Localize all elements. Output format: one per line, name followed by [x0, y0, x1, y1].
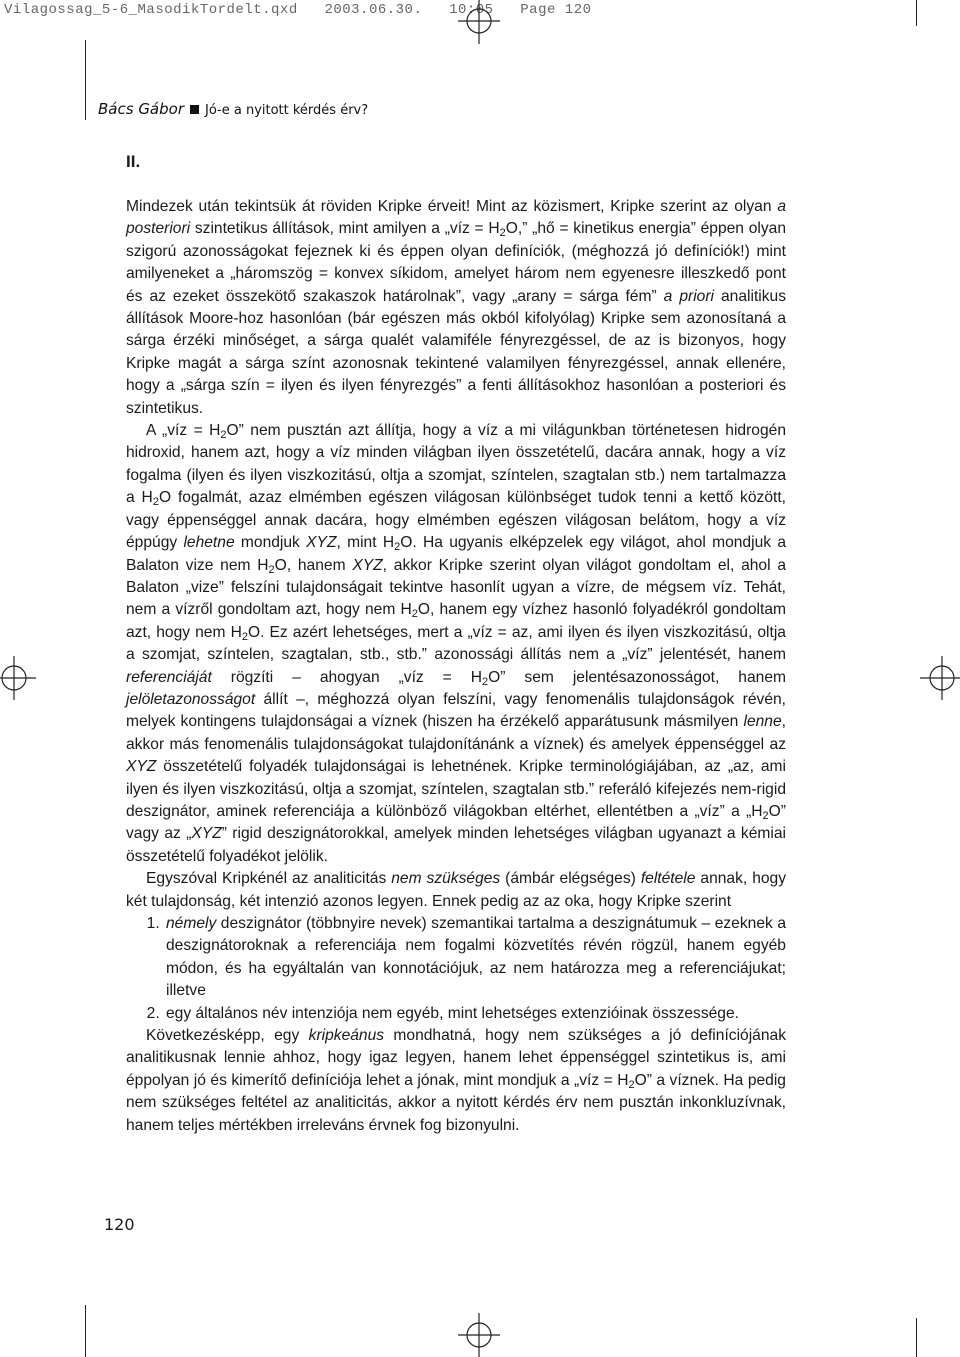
registration-mark-top — [456, 0, 502, 46]
running-head-title: Jó-e a nyitott kérdés érv? — [205, 103, 369, 118]
page-number: 120 — [104, 1215, 135, 1234]
separator-square-icon — [190, 105, 199, 114]
paragraph-2: A „víz = $H_2O$” nem pusztán azt állítja, hogy a víz a mi világunkban történetesen hidrogén hidroxid, hanem azt, hogy a víz minden világban ilyen összetételű, dacára annak, hogy a víz fogalma (ilyen és ilyen viszkozitású, oltja a szomjat, színtelen, szagtalan stb.) nem tartalmazza a $H_2O$ fogalmát, azaz elmémben egészen világosan különbséget tudok tenni a kettő között, vagy éppenséggel annak dacára, hogy elmémben egészen világosan belátom, hogy a víz éppúgy lehetne mondjuk XYZ, mint $H_2O$. Ha ugyanis elképzelek egy világot, ahol mondjuk a Balaton vize nem $H_2O$, hanem XYZ, akkor Kripke szerint olyan világot gondoltam el, ahol a Balaton „vize” felszíni tulajdonságait tekintve hasonlít ugyan a vízre, de mégsem víz. Tehát, nem a vízről gondoltam azt, hogy nem $H_2O$, hanem egy vízhez hasonló folyadékról gondoltam azt, hogy nem $H_2O$. Ez azért lehetséges, mert a „víz = az, ami ilyen és ilyen viszkozitású, oltja a szomjat, színtelen, szagtalan, stb., stb.” azonossági állítás nem a „víz” jelentését, hanem referenciáját rögzíti – ahogyan „víz = $H_2O$” sem jelentésazonosságot, hanem jelöletazonosságot állít –, méghozzá olyan felszíni, vagy fenomenális tulajdonságok révén, melyek kontingens tulajdonságai a víznek (hiszen ha érzékelő apparátusunk másmilyen lenne, akkor más fenomenális tulajdonságokat tulajdonítánánk a víznek) és amelyek éppenséggel az XYZ összetételű folyadék tulajdonságai is lehetnének. Kripke terminológiájában, az „az, ami ilyen és ilyen viszkozitású, oltja a szomjat, színtelen, szagtalan stb.” referáló kifejezés nem-rigid deszignátor, aminek referenciája a különböző világokban eltérhet, ellentétben a „víz” a $„H_2O$” vagy az „XYZ” rigid deszignátorokkal, amelyek minden lehetséges világban ugyanazt a kémiai összetételű folyadékot jelölik. — [126, 422, 787, 865]
crop-mark-top-right — [916, 0, 917, 26]
running-head — [98, 100, 368, 118]
list-item: 1. némely deszignátor (többnyire nevek) szemantikai tartalma a deszignátumuk – ezeknek a deszignátoroknak a referenciája nem fogalmi közvetítés révén rögzül, hanem egyéb módon, és ha egyáltalán van konnotációjuk, az nem határozza meg a referenciájukat; illetve — [164, 913, 786, 1003]
paragraph-4: Következésképp, egy kripkeánus mondhatná, hogy nem szükséges a jó definíciójának analitikusnak lennie ahhoz, hogy igaz legyen, hanem lehet éppenséggel szintetikus is, ami éppolyan jó és kimerítő definíciója lehet a jónak, mint mondjuk a „víz = $H_2O$” a víznek. Ha pedig nem szükséges feltétel az analiticitás, akkor a nyitott kérdés érv nem pusztán inkonkluzívnak, hanem teljes mértékben irreleváns érvnek fog bizonyulni. — [126, 1027, 786, 1134]
running-head-author: Bács Gábor — [98, 100, 184, 118]
paragraph-1: Mindezek után tekintsük át röviden Kripke érveit! Mint az közismert, Kripke szerint az olyan a posteriori szintetikus állítások, mint amilyen a „víz = $H_2O$,” „hő = kinetikus energia” éppen olyan szigorú azonosságokat fejeznek ki és éppen olyan definíciók, (méghozzá jó definíciók!) mint amilyeneket a „háromszög = konvex síkidom, amelyet három nem egyenesre illeszkedő pont és az ezeket összekötő szakaszok határolnak”, vagy „arany = sárga fém” a priori analitikus állítások Moore-hoz hasonlóan (bár egészen más okból kifolyólag) Kripke sem azonosítaná a sárga érzéki minőséget, a sárga qualét valamiféle fényrezgéssel, de az is bizonyos, hogy Kripke magát a sárga színt azonosnak tekintené valamilyen fényrezgéssel, annak ellenére, hogy a „sárga szín = ilyen és ilyen fényrezgés” a fenti állításokhoz hasonlóan a posteriori és szintetikus. — [126, 198, 787, 417]
registration-mark-bottom — [456, 1311, 502, 1357]
list-item: 2. egy általános név intenziója nem egyéb, mint lehetséges extenzióinak összessége. — [164, 1003, 786, 1025]
crop-mark-top-left — [85, 40, 86, 120]
crop-mark-bottom-right — [916, 1318, 917, 1357]
numbered-list — [126, 913, 786, 1025]
registration-mark-right — [920, 655, 960, 701]
section-heading: II. — [126, 152, 141, 171]
article-body — [126, 196, 786, 1137]
crop-mark-bottom-left — [85, 1305, 86, 1357]
paragraph-3: Egyszóval Kripkénél az analiticitás nem szükséges (ámbár elégséges) feltétele annak, hogy két tulajdonság, két intenzió azonos legyen. Ennek pedig az az oka, hogy Kripke szerint — [126, 870, 787, 910]
file-slug: Vilagossag_5-6_MasodikTordelt.qxd 2003.06.30. 10:05 Page 120 — [4, 2, 592, 18]
registration-mark-left — [0, 655, 40, 701]
